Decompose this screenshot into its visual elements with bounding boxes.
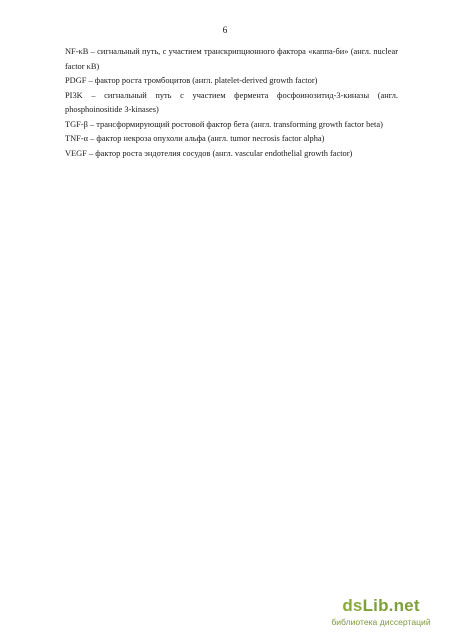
abbreviation-entry-pdgf: PDGF – фактор роста тромбоцитов (англ. platelet-derived growth factor) <box>65 76 318 85</box>
dslib-logo <box>326 597 436 615</box>
logo-text-lib: Lib.net <box>362 596 420 615</box>
abbreviation-entry-tgf-b: TGF-β – трансформирующий ростовой фактор бета (англ. transforming growth factor beta) <box>65 119 383 129</box>
abbreviation-entry-pi3k: PI3K – сигнальный путь с участием фермента фосфоинозитид-3-киназы (англ. phosphoinositide 3-kinases) <box>65 90 398 114</box>
abbreviation-entry-tnf-a: TNF-α – фактор некроза опухоли альфа (англ. tumor necrosis factor alpha) <box>65 134 325 143</box>
dslib-watermark <box>326 597 436 627</box>
abbreviation-entry-vegf: VEGF – фактор роста эндотелия сосудов (англ. vascular endothelial growth factor) <box>65 148 353 158</box>
abbreviation-list <box>65 45 398 161</box>
page-number: 6 <box>222 26 228 36</box>
logo-text-ds: ds <box>342 596 363 615</box>
abbreviation-entry-nf-kb: NF-κB – сигнальный путь, с участием транскрипционного фактора «каппа-би» (англ. nuclear factor κB) <box>65 47 398 71</box>
watermark-tagline: библиотека диссертаций <box>331 617 431 627</box>
